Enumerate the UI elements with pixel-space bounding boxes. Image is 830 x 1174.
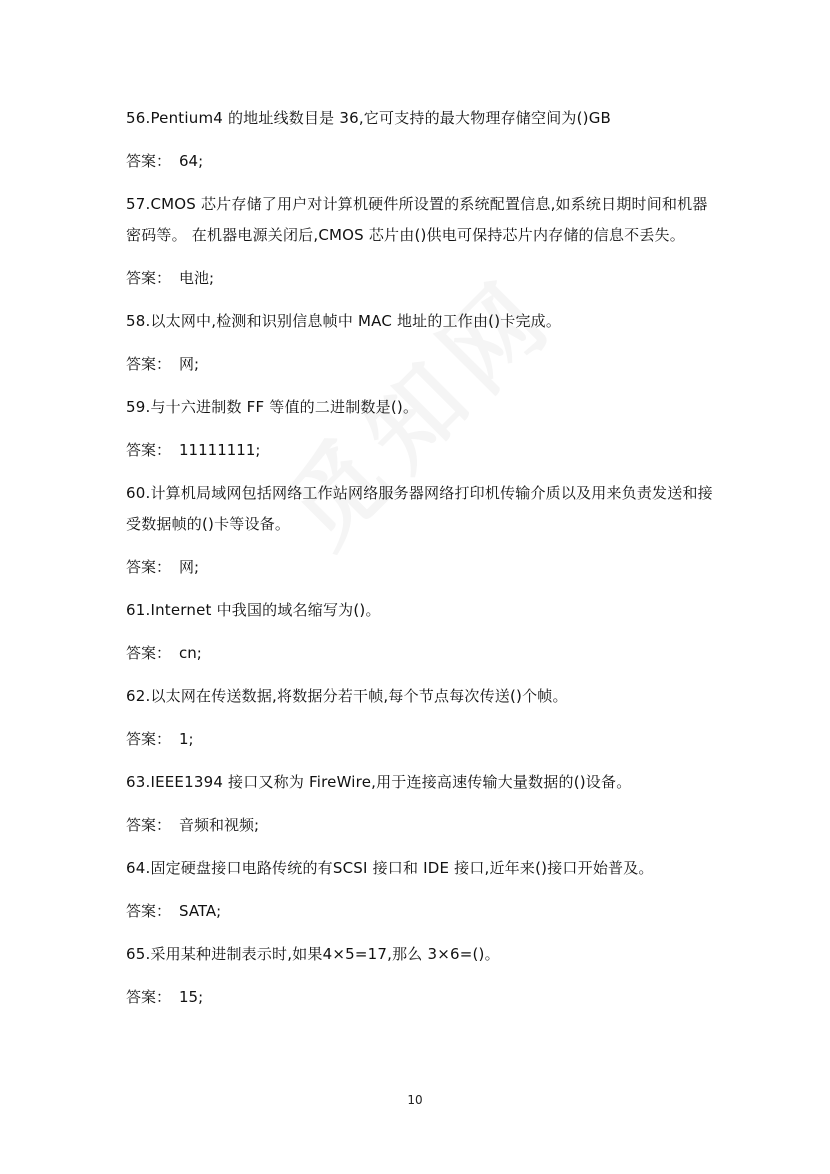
question-text: 56.Pentium4 的地址线数目是 36,它可支持的最大物理存储空间为()GB (126, 109, 612, 127)
answer-label: 答案： (126, 644, 172, 662)
answer-value: 音频和视频; (179, 816, 260, 834)
answer-line (126, 810, 716, 841)
question-list (126, 103, 716, 1025)
answer-line (126, 552, 716, 583)
question-text: 63.IEEE1394 接口又称为 FireWire,用于连接高速传输大量数据的()设备。 (126, 773, 632, 791)
answer-line (126, 724, 716, 755)
answer-label: 答案： (126, 816, 172, 834)
question-item-63 (126, 767, 716, 841)
answer-value: 64; (179, 152, 204, 170)
answer-value: 网; (179, 558, 200, 576)
question-item-62 (126, 681, 716, 755)
answer-line (126, 435, 716, 466)
question-text: 59.与十六进制数 FF 等值的二进制数是()。 (126, 398, 419, 416)
question-item-61 (126, 595, 716, 669)
answer-line (126, 982, 716, 1013)
question-text: 64.固定硬盘接口电路传统的有SCSI 接口和 IDE 接口,近年来()接口开始普及。 (126, 859, 654, 877)
page-number: 10 (407, 1093, 423, 1107)
answer-line (126, 896, 716, 927)
answer-label: 答案： (126, 269, 172, 287)
question-item-57 (126, 189, 716, 294)
question-text: 62.以太网在传送数据,将数据分若干帧,每个节点每次传送()个帧。 (126, 687, 568, 705)
question-text: 65.采用某种进制表示时,如果4×5=17,那么 3×6=()。 (126, 945, 500, 963)
question-text: 58.以太网中,检测和识别信息帧中 MAC 地址的工作由()卡完成。 (126, 312, 562, 330)
answer-label: 答案： (126, 558, 172, 576)
question-item-65 (126, 939, 716, 1013)
answer-value: 网; (179, 355, 200, 373)
question-item-64 (126, 853, 716, 927)
answer-label: 答案： (126, 355, 172, 373)
answer-label: 答案： (126, 152, 172, 170)
answer-line (126, 349, 716, 380)
answer-line (126, 263, 716, 294)
question-item-58 (126, 306, 716, 380)
answer-value: 11111111; (179, 441, 261, 459)
answer-label: 答案： (126, 988, 172, 1006)
answer-label: 答案： (126, 730, 172, 748)
answer-line (126, 146, 716, 177)
answer-label: 答案： (126, 902, 172, 920)
answer-label: 答案： (126, 441, 172, 459)
answer-value: SATA; (179, 902, 222, 920)
question-text: 60.计算机局域网包括网络工作站网络服务器网络打印机传输介质以及用来负责发送和接受数据帧的()卡等设备。 (126, 484, 713, 533)
answer-value: 15; (179, 988, 204, 1006)
question-item-59 (126, 392, 716, 466)
question-text: 61.Internet 中我国的域名缩写为()。 (126, 601, 381, 619)
answer-value: cn; (179, 644, 202, 662)
question-item-60 (126, 478, 716, 583)
answer-value: 1; (179, 730, 194, 748)
question-text: 57.CMOS 芯片存储了用户对计算机硬件所设置的系统配置信息,如系统日期时间和机器密码等。 在机器电源关闭后,CMOS 芯片由()供电可保持芯片内存储的信息不丢失。 (126, 195, 708, 244)
answer-line (126, 638, 716, 669)
question-item-56 (126, 103, 716, 177)
answer-value: 电池; (179, 269, 215, 287)
